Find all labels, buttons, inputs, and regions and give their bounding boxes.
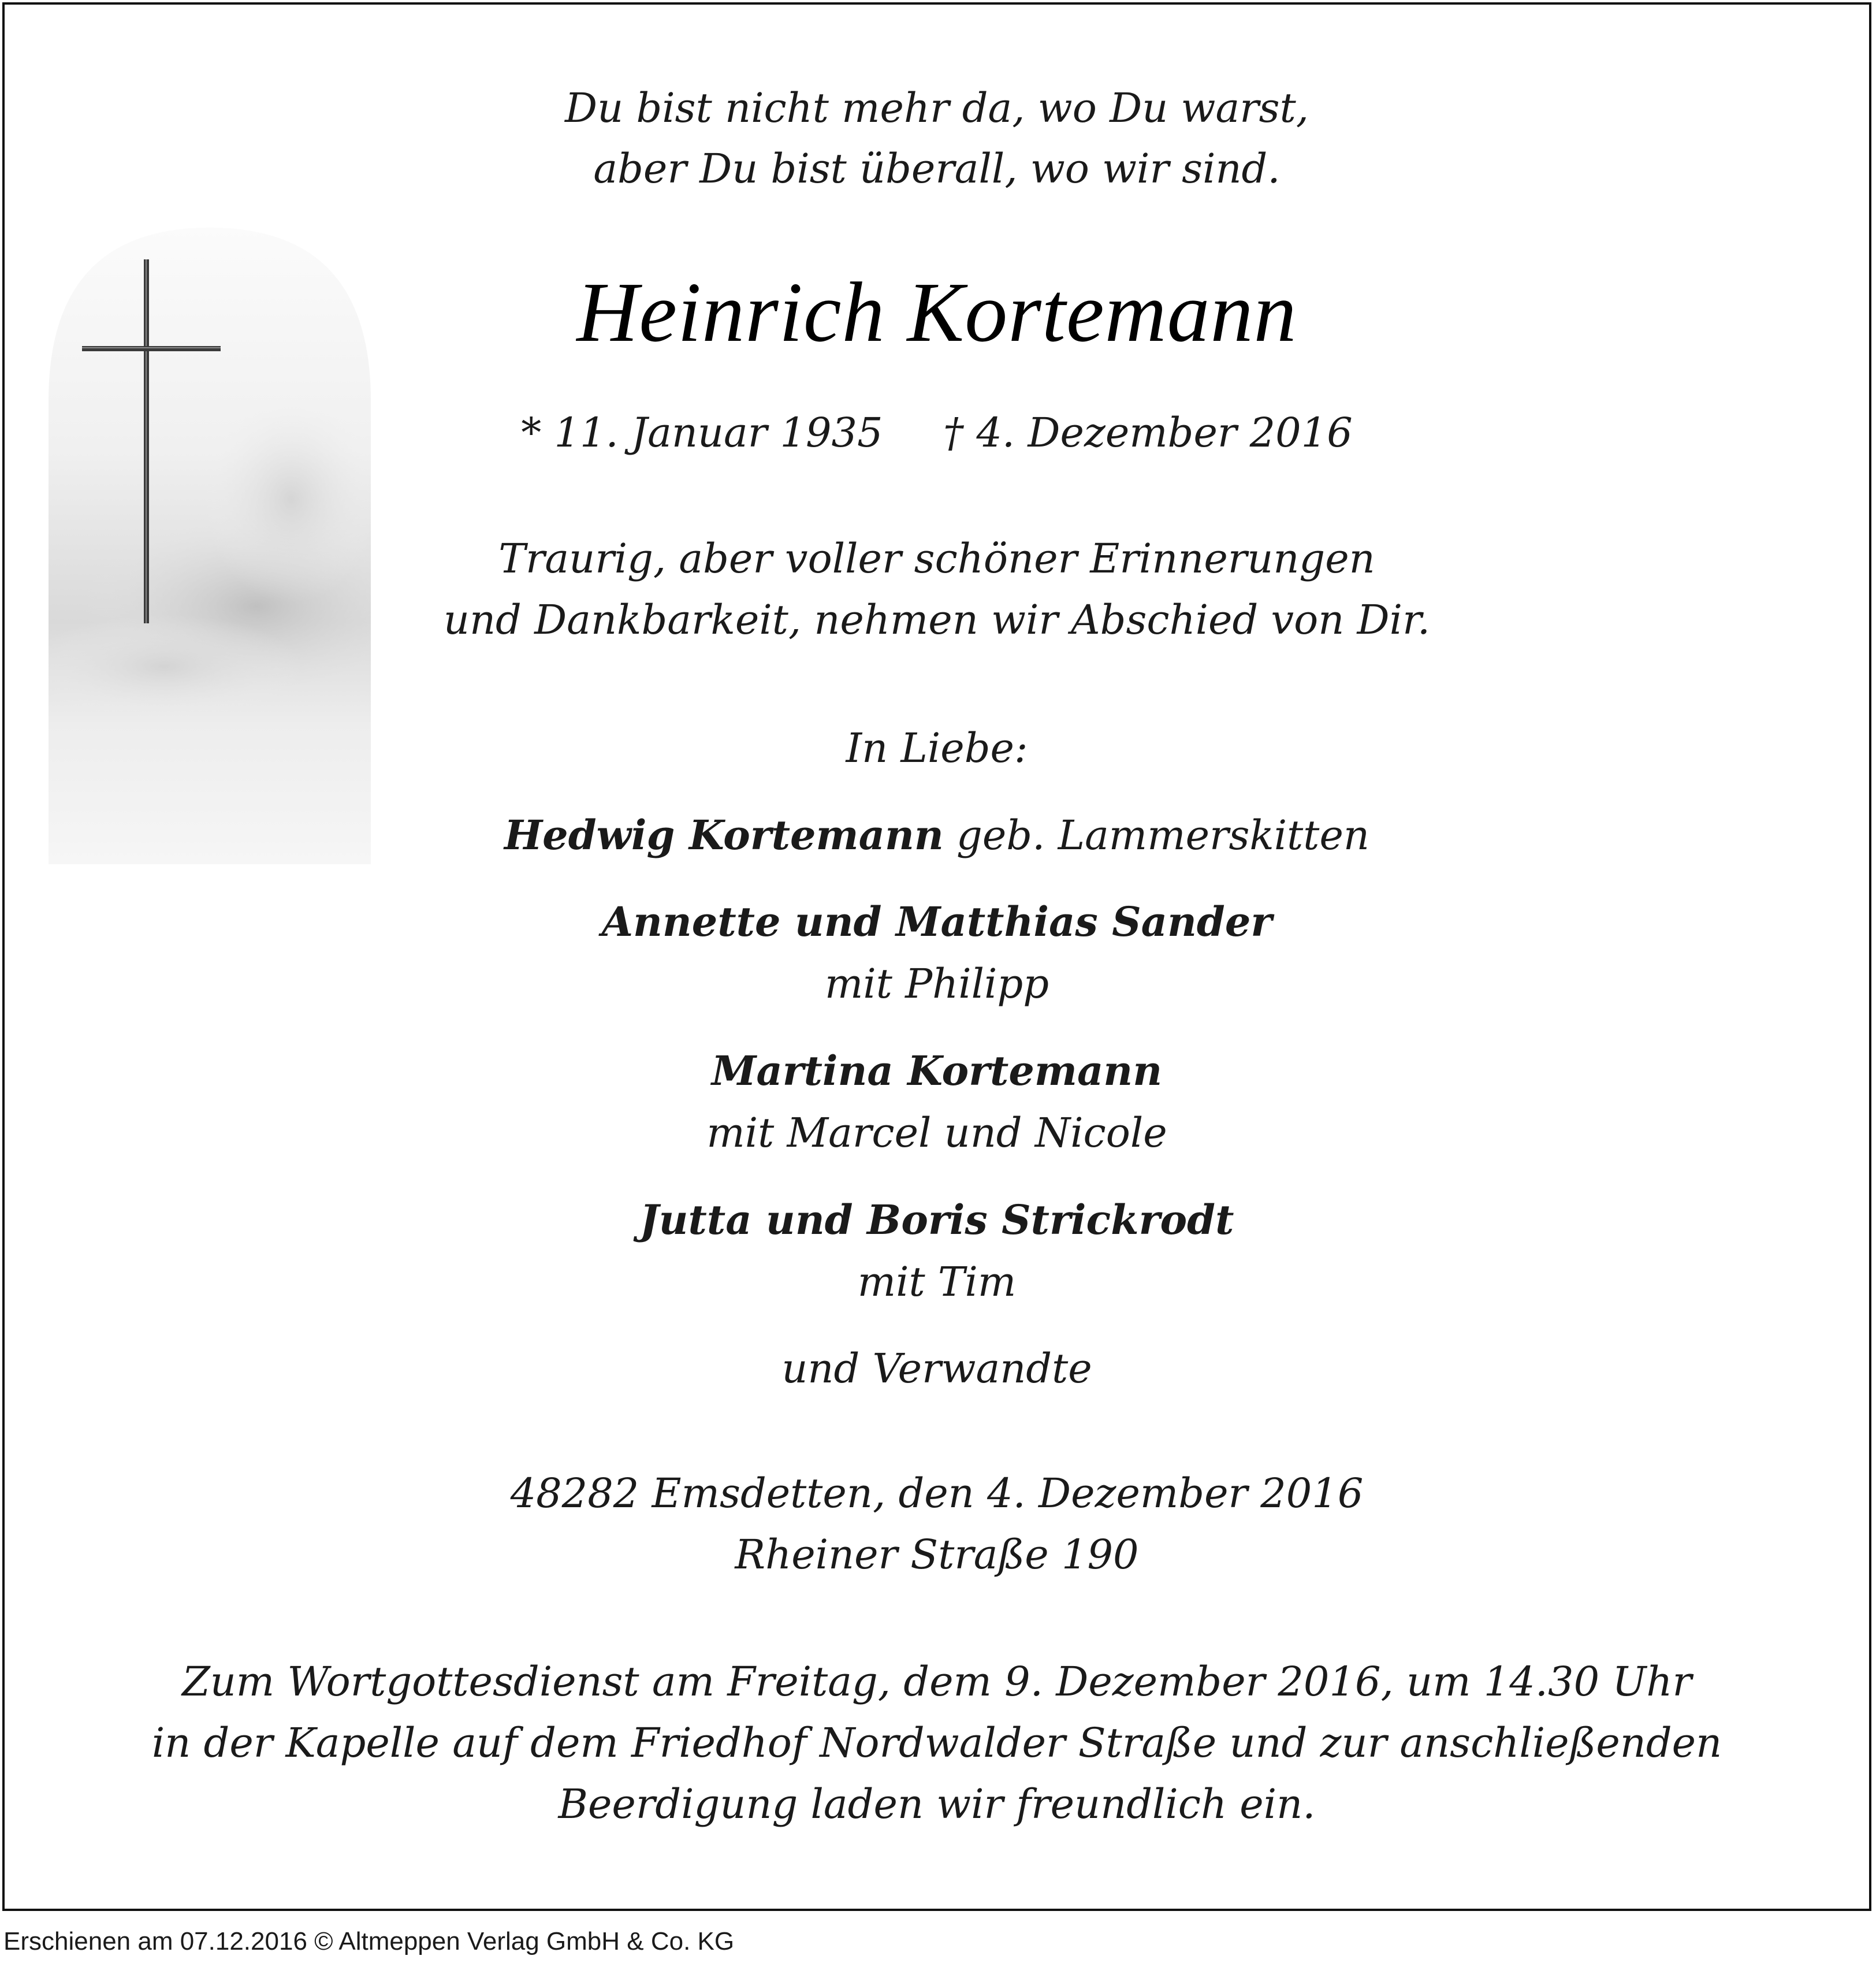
obituary-card (2, 2, 1871, 1911)
message-line-1: Traurig, aber voller schöner Erinnerungen (498, 535, 1375, 582)
mourner-2-name: Annette und Matthias Sander (601, 898, 1272, 946)
mourner-4-with: mit Tim (857, 1258, 1017, 1306)
death-date: † 4. Dezember 2016 (943, 409, 1353, 456)
deceased-name: Heinrich Kortemann (576, 265, 1297, 360)
relatives: und Verwandte (781, 1345, 1092, 1392)
service-line-1: Zum Wortgottesdienst am Freitag, dem 9. Dezember 2016, um 14.30 Uhr (182, 1658, 1692, 1705)
birth-date: * 11. Januar 1935 (521, 409, 883, 456)
mourner-name: Hedwig Kortemann (504, 811, 944, 859)
mourner-2-with: mit Philipp (824, 960, 1049, 1007)
address-line-1: 48282 Emsdetten, den 4. Dezember 2016 (510, 1470, 1364, 1517)
verse-line-1: Du bist nicht mehr da, wo Du warst, (565, 84, 1309, 132)
service-line-3: Beerdigung laden wir freundlich ein. (558, 1780, 1316, 1828)
mourner-4-name: Jutta und Boris Strickrodt (639, 1196, 1234, 1244)
mourner-1 (5, 811, 1869, 859)
service-line-2: in der Kapelle auf dem Friedhof Nordwalder Straße und zur anschließenden (151, 1719, 1722, 1767)
life-dates (5, 409, 1869, 456)
in-love-label: In Liebe: (846, 724, 1028, 772)
mourner-3-name: Martina Kortemann (711, 1047, 1163, 1095)
mourner-suffix: geb. Lammerskitten (956, 812, 1369, 859)
verse-line-2: aber Du bist überall, wo wir sind. (593, 145, 1281, 192)
publication-footer: Erschienen am 07.12.2016 © Altmeppen Verlag GmbH & Co. KG (3, 1927, 735, 1955)
message-line-2: und Dankbarkeit, nehmen wir Abschied von Dir. (443, 596, 1431, 644)
mourner-3-with: mit Marcel und Nicole (706, 1109, 1167, 1157)
address-line-2: Rheiner Straße 190 (735, 1531, 1139, 1578)
